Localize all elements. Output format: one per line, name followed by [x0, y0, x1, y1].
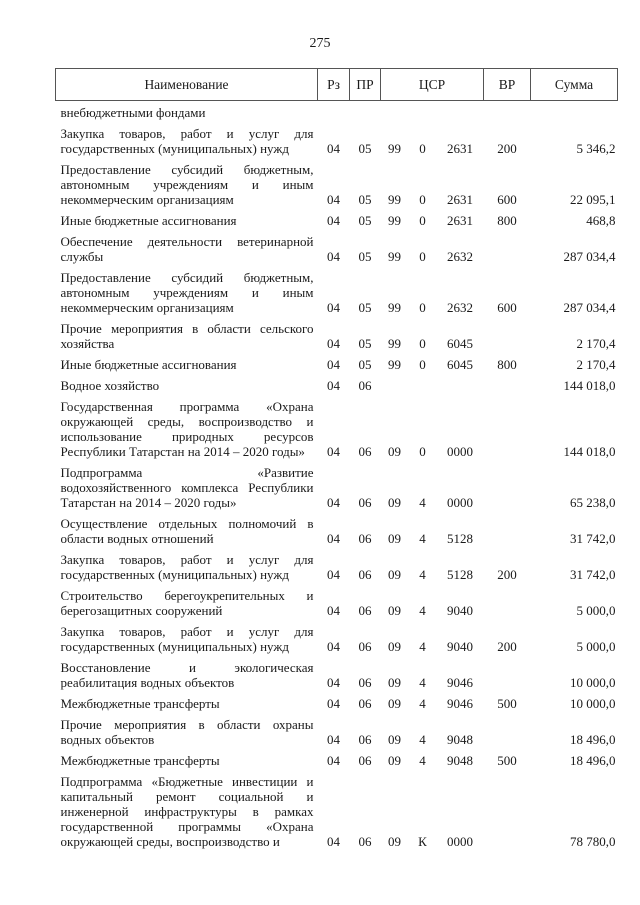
cell-rz: 04	[327, 336, 340, 351]
cell-csr-program: 09	[388, 531, 401, 546]
cell-csr-subprogram: 0	[419, 141, 426, 156]
cell-vr: 800	[497, 357, 517, 372]
cell-csr-direction: 9040	[447, 603, 474, 618]
cell-csr-direction: 9046	[447, 675, 474, 690]
table-row	[56, 690, 618, 711]
table-body	[56, 101, 618, 850]
cell-csr-direction: 2631	[447, 213, 474, 228]
cell-rz: 04	[327, 732, 340, 747]
table-row	[56, 120, 618, 156]
cell-pr: 06	[358, 603, 372, 618]
cell-pr: 05	[358, 336, 372, 351]
cell-csr-subprogram: 0	[419, 336, 426, 351]
cell-rz: 04	[327, 141, 340, 156]
table-row	[56, 618, 618, 654]
cell-pr	[350, 101, 381, 121]
cell-csr-program: 09	[388, 444, 401, 459]
cell-csr-direction: 9048	[447, 753, 474, 768]
cell-name: Закупка товаров, работ и услуг для государственных (муниципальных) нужд	[60, 126, 314, 156]
cell-csr-program: 99	[388, 336, 401, 351]
cell-csr-direction: 9048	[447, 732, 474, 747]
cell-sum: 65 238,0	[570, 495, 616, 510]
cell-csr-program: 99	[388, 192, 401, 207]
cell-csr-subprogram: 4	[419, 639, 426, 654]
table-row	[56, 351, 618, 372]
cell-vr: 500	[497, 753, 517, 768]
cell-csr-subprogram: 0	[419, 300, 426, 315]
cell-csr-program: 09	[388, 753, 401, 768]
cell-name: Подпрограмма «Развитие водохозяйственного комплекса Республики Татарстан на 2014 – 2020 годы»	[60, 465, 314, 510]
cell-name: Закупка товаров, работ и услуг для государственных (муниципальных) нужд	[60, 624, 314, 654]
cell-csr-subprogram: 4	[419, 603, 426, 618]
cell-csr-program	[381, 101, 409, 121]
cell-sum	[531, 101, 618, 121]
cell-name: Прочие мероприятия в области охраны водных объектов	[60, 717, 314, 747]
cell-name: внебюджетными фондами	[60, 105, 206, 120]
cell-pr: 05	[358, 141, 372, 156]
table-row	[56, 582, 618, 618]
cell-vr: 200	[497, 141, 517, 156]
cell-csr-program: 99	[388, 249, 401, 264]
cell-csr-subprogram: 4	[419, 567, 426, 582]
cell-csr-direction: 0000	[447, 444, 474, 459]
cell-sum: 287 034,4	[563, 249, 616, 264]
cell-csr-direction: 5128	[447, 531, 474, 546]
cell-csr-program: 09	[388, 834, 401, 849]
table-row	[56, 654, 618, 690]
cell-csr-subprogram: 4	[419, 531, 426, 546]
cell-sum: 2 170,4	[576, 336, 616, 351]
cell-csr-direction: 0000	[447, 834, 474, 849]
cell-rz: 04	[327, 753, 340, 768]
cell-sum: 468,8	[586, 213, 616, 228]
table-row	[56, 747, 618, 768]
cell-sum: 144 018,0	[563, 378, 616, 393]
cell-rz: 04	[327, 696, 340, 711]
cell-csr-subprogram: 0	[419, 357, 426, 372]
cell-vr: 200	[497, 639, 517, 654]
cell-rz: 04	[327, 378, 340, 393]
table-row	[56, 459, 618, 510]
cell-vr	[484, 372, 531, 393]
cell-name: Предоставление субсидий бюджетным, автономным учреждениям и иным некоммерческим организациям	[60, 270, 314, 315]
table-row	[56, 264, 618, 315]
table-row	[56, 546, 618, 582]
cell-rz: 04	[327, 249, 340, 264]
cell-sum: 5 000,0	[576, 639, 616, 654]
cell-rz: 04	[327, 213, 340, 228]
table-row	[56, 711, 618, 747]
cell-rz: 04	[327, 300, 340, 315]
cell-csr-program: 09	[388, 603, 401, 618]
cell-csr-program: 99	[388, 357, 401, 372]
table-row	[56, 315, 618, 351]
table-row	[56, 156, 618, 207]
cell-pr: 05	[358, 192, 372, 207]
cell-vr	[484, 228, 531, 264]
cell-sum: 18 496,0	[570, 753, 616, 768]
cell-name: Межбюджетные трансферты	[60, 753, 220, 768]
cell-vr: 800	[497, 213, 517, 228]
cell-sum: 22 095,1	[570, 192, 616, 207]
cell-csr-subprogram: 0	[419, 249, 426, 264]
cell-sum: 5 000,0	[576, 603, 616, 618]
cell-pr: 06	[358, 753, 372, 768]
cell-csr-direction: 0000	[447, 495, 474, 510]
cell-vr	[484, 582, 531, 618]
cell-pr: 06	[358, 495, 372, 510]
cell-sum: 10 000,0	[570, 675, 616, 690]
cell-csr-subprogram: 0	[419, 444, 426, 459]
cell-sum: 10 000,0	[570, 696, 616, 711]
cell-csr-direction	[437, 101, 484, 121]
cell-name: Межбюджетные трансферты	[60, 696, 220, 711]
cell-pr: 06	[358, 675, 372, 690]
cell-csr-subprogram: 4	[419, 696, 426, 711]
cell-sum: 18 496,0	[570, 732, 616, 747]
header-csr: ЦСР	[381, 69, 484, 101]
cell-pr: 06	[358, 639, 372, 654]
cell-csr-subprogram: 0	[419, 192, 426, 207]
cell-csr-subprogram	[409, 101, 437, 121]
cell-csr-subprogram: 4	[419, 753, 426, 768]
cell-rz: 04	[327, 495, 340, 510]
header-rz: Рз	[318, 69, 350, 101]
cell-name: Иные бюджетные ассигнования	[60, 213, 237, 228]
cell-name: Восстановление и экологическая реабилитация водных объектов	[60, 660, 314, 690]
cell-pr: 05	[358, 249, 372, 264]
cell-csr-program: 09	[388, 495, 401, 510]
cell-pr: 05	[358, 357, 372, 372]
cell-csr-program: 99	[388, 300, 401, 315]
table-row	[56, 101, 618, 121]
cell-csr-subprogram: 0	[419, 213, 426, 228]
cell-pr: 06	[358, 444, 372, 459]
table-row	[56, 207, 618, 228]
cell-rz	[318, 101, 350, 121]
cell-sum: 2 170,4	[576, 357, 616, 372]
cell-csr-subprogram: 4	[419, 495, 426, 510]
cell-vr	[484, 315, 531, 351]
cell-csr-subprogram: 4	[419, 675, 426, 690]
cell-csr-program	[381, 372, 409, 393]
cell-csr-program: 99	[388, 213, 401, 228]
cell-csr-subprogram: 4	[419, 732, 426, 747]
cell-csr-program: 09	[388, 696, 401, 711]
cell-csr-direction	[437, 372, 484, 393]
cell-name: Предоставление субсидий бюджетным, автономным учреждениям и иным некоммерческим организациям	[60, 162, 314, 207]
cell-csr-direction: 6045	[447, 336, 474, 351]
header-sum: Сумма	[531, 69, 618, 101]
cell-pr: 06	[358, 834, 372, 849]
cell-csr-direction: 6045	[447, 357, 474, 372]
cell-vr: 600	[497, 192, 517, 207]
cell-csr-subprogram	[409, 372, 437, 393]
cell-rz: 04	[327, 639, 340, 654]
cell-csr-direction: 2631	[447, 192, 474, 207]
header-vr: ВР	[484, 69, 531, 101]
cell-sum: 78 780,0	[570, 834, 616, 849]
cell-vr	[484, 768, 531, 849]
cell-rz: 04	[327, 603, 340, 618]
cell-csr-subprogram: К	[418, 834, 427, 849]
cell-csr-direction: 9046	[447, 696, 474, 711]
cell-name: Строительство берегоукрепительных и берегозащитных сооружений	[60, 588, 314, 618]
table-row	[56, 393, 618, 459]
cell-csr-direction: 5128	[447, 567, 474, 582]
cell-csr-program: 99	[388, 141, 401, 156]
cell-name: Закупка товаров, работ и услуг для государственных (муниципальных) нужд	[60, 552, 314, 582]
cell-csr-program: 09	[388, 639, 401, 654]
cell-name: Иные бюджетные ассигнования	[60, 357, 237, 372]
cell-name: Осуществление отдельных полномочий в области водных отношений	[60, 516, 314, 546]
cell-sum: 5 346,2	[576, 141, 616, 156]
cell-pr: 05	[358, 213, 372, 228]
cell-name: Государственная программа «Охрана окружающей среды, воспроизводство и использование природных ресурсов Республики Татарстан на 2014 – 2020 годы»	[60, 399, 314, 459]
cell-name: Водное хозяйство	[60, 378, 160, 393]
cell-csr-direction: 2632	[447, 300, 474, 315]
cell-rz: 04	[327, 675, 340, 690]
cell-rz: 04	[327, 567, 340, 582]
header-pr: ПР	[350, 69, 381, 101]
table-row	[56, 510, 618, 546]
cell-vr: 200	[497, 567, 517, 582]
cell-vr	[484, 393, 531, 459]
table-header-row	[56, 69, 618, 101]
cell-rz: 04	[327, 444, 340, 459]
table-row	[56, 768, 618, 849]
cell-sum: 31 742,0	[570, 567, 616, 582]
cell-vr	[484, 654, 531, 690]
cell-pr: 05	[358, 300, 372, 315]
cell-sum: 287 034,4	[563, 300, 616, 315]
cell-pr: 06	[358, 378, 372, 393]
cell-vr: 500	[497, 696, 517, 711]
cell-vr	[484, 711, 531, 747]
cell-name: Прочие мероприятия в области сельского хозяйства	[60, 321, 314, 351]
header-name: Наименование	[56, 69, 318, 101]
cell-vr	[484, 459, 531, 510]
cell-name: Обеспечение деятельности ветеринарной службы	[60, 234, 314, 264]
cell-pr: 06	[358, 732, 372, 747]
cell-csr-program: 09	[388, 567, 401, 582]
cell-vr	[484, 510, 531, 546]
page-number: 275	[309, 36, 331, 51]
cell-rz: 04	[327, 834, 340, 849]
cell-csr-direction: 9040	[447, 639, 474, 654]
cell-sum: 31 742,0	[570, 531, 616, 546]
cell-rz: 04	[327, 357, 340, 372]
cell-pr: 06	[358, 567, 372, 582]
cell-csr-program: 09	[388, 675, 401, 690]
cell-rz: 04	[327, 192, 340, 207]
cell-rz: 04	[327, 531, 340, 546]
table-row	[56, 372, 618, 393]
cell-csr-direction: 2631	[447, 141, 474, 156]
cell-csr-program: 09	[388, 732, 401, 747]
cell-name: Подпрограмма «Бюджетные инвестиции и капитальный ремонт социальной и инженерной инфраструктуры в рамках государственной программы «Охрана окружающей среды, воспроизводство и	[60, 774, 314, 849]
cell-sum: 144 018,0	[563, 444, 616, 459]
cell-vr	[484, 101, 531, 121]
cell-vr: 600	[497, 300, 517, 315]
budget-table	[55, 68, 618, 849]
cell-pr: 06	[358, 531, 372, 546]
cell-csr-direction: 2632	[447, 249, 474, 264]
cell-pr: 06	[358, 696, 372, 711]
table-row	[56, 228, 618, 264]
